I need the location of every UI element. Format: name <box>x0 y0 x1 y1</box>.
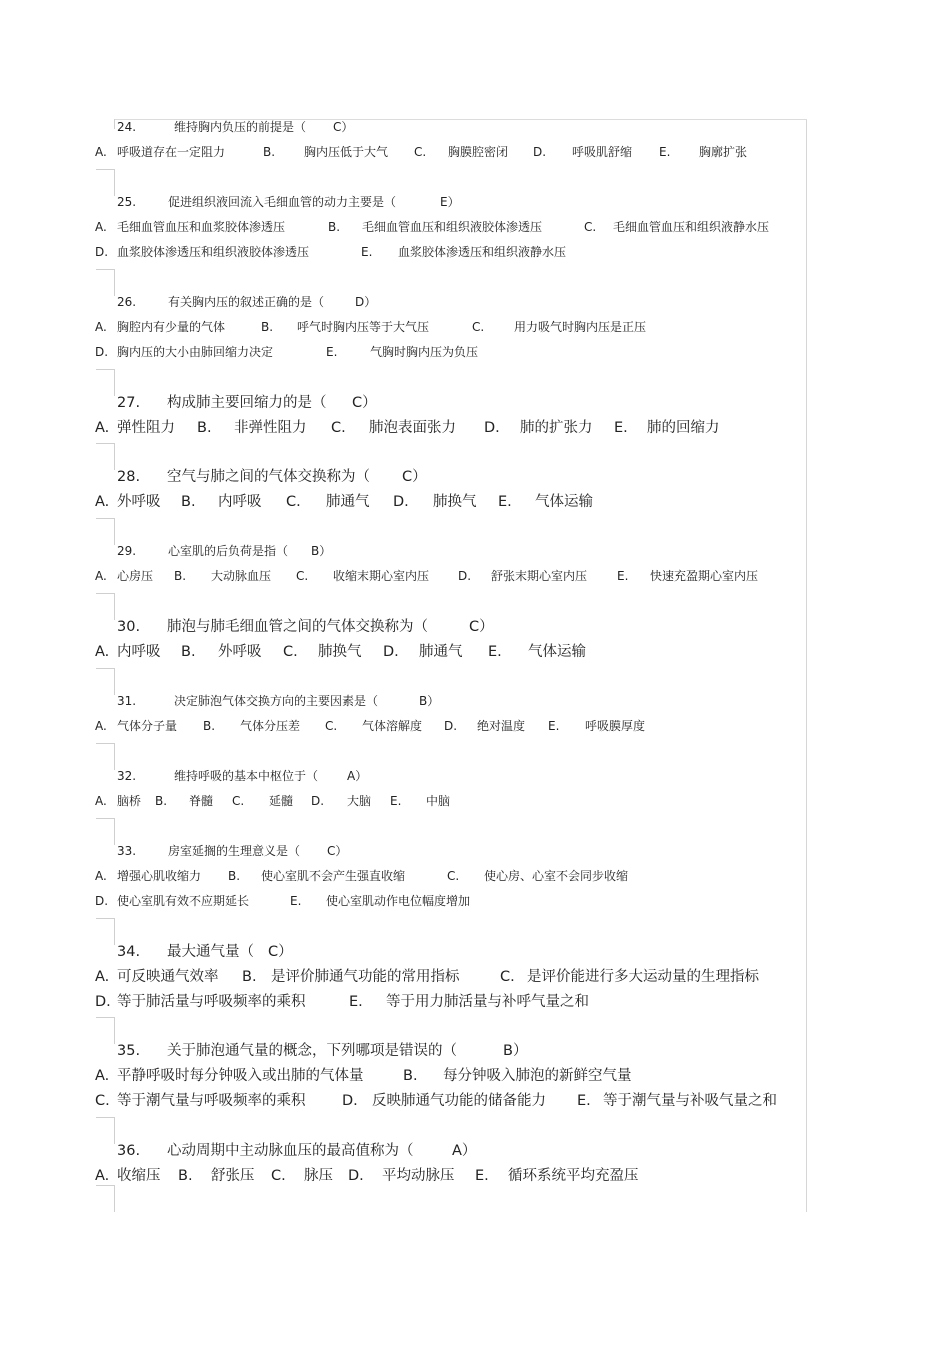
answer-key: E） <box>440 195 460 209</box>
question-number: 34. <box>117 944 141 960</box>
option-text: 是评价肺通气功能的常用指标 <box>271 969 460 985</box>
option-text: 呼气时胸内压等于大气压 <box>297 320 430 334</box>
option-letter: A. <box>95 420 110 436</box>
question-bracket <box>96 169 115 196</box>
option-text: 等于潮气量与呼吸频率的乘积 <box>117 1093 306 1109</box>
option-letter: B. <box>181 494 196 510</box>
option-letter: B. <box>155 794 168 808</box>
option-text: 气胸时胸内压为负压 <box>370 345 479 359</box>
question-number: 32. <box>117 769 137 783</box>
option-text: 脑桥 <box>117 794 142 808</box>
answer-key: B） <box>419 694 440 708</box>
question-number: 27. <box>117 395 141 411</box>
option-letter: D. <box>342 1093 358 1109</box>
question-number: 28. <box>117 469 141 485</box>
answer-key: B） <box>311 544 332 558</box>
option-letter: B. <box>228 869 241 883</box>
option-text: 收缩末期心室内压 <box>333 569 430 583</box>
option-text: 使心室肌有效不应期延长 <box>117 894 250 908</box>
option-letter: E. <box>326 345 338 359</box>
option-letter: D. <box>311 794 325 808</box>
option-letter: A. <box>95 1168 110 1184</box>
option-text: 胸腔内有少量的气体 <box>117 320 226 334</box>
option-letter: D. <box>95 345 109 359</box>
option-letter: C. <box>271 1168 286 1184</box>
option-letter: A. <box>95 569 107 583</box>
question-bracket <box>96 743 115 770</box>
option-text: 毛细血管血压和血浆胶体渗透压 <box>117 220 286 234</box>
option-text: 外呼吸 <box>218 644 262 660</box>
option-text: 心房压 <box>117 569 154 583</box>
option-letter: D. <box>95 245 109 259</box>
question-number: 33. <box>117 844 137 858</box>
option-text: 肺的回缩力 <box>647 420 720 436</box>
question-stem: 空气与肺之间的气体交换称为（ <box>167 469 370 485</box>
option-letter: E. <box>349 994 363 1010</box>
question-number: 25. <box>117 195 137 209</box>
option-letter: B. <box>263 145 276 159</box>
question-bracket <box>96 668 115 695</box>
answer-key: C） <box>333 120 354 134</box>
option-text: 毛细血管血压和组织液静水压 <box>613 220 770 234</box>
option-letter: C. <box>414 145 427 159</box>
option-letter: A. <box>95 794 107 808</box>
option-letter: D. <box>533 145 547 159</box>
option-text: 使心室肌不会产生强直收缩 <box>261 869 406 883</box>
option-letter: C. <box>584 220 597 234</box>
question-bracket <box>96 269 115 296</box>
question-stem: 决定肺泡气体交换方向的主要因素是（ <box>174 694 379 708</box>
option-letter: D. <box>95 994 111 1010</box>
option-text: 等于潮气量与补吸气量之和 <box>603 1093 777 1109</box>
option-letter: B. <box>403 1068 418 1084</box>
option-text: 非弹性阻力 <box>234 420 307 436</box>
option-letter: E. <box>390 794 402 808</box>
option-letter: C. <box>296 569 309 583</box>
option-letter: B. <box>242 969 257 985</box>
frame-right-border <box>806 120 807 1212</box>
option-letter: E. <box>577 1093 591 1109</box>
option-letter: C. <box>325 719 338 733</box>
option-letter: B. <box>174 569 187 583</box>
option-text: 肺换气 <box>318 644 362 660</box>
option-letter: A. <box>95 644 110 660</box>
option-text: 快速充盈期心室内压 <box>650 569 759 583</box>
question-bracket <box>96 918 115 945</box>
option-letter: A. <box>95 320 107 334</box>
option-text: 肺通气 <box>326 494 370 510</box>
option-letter: A. <box>95 719 107 733</box>
option-text: 绝对温度 <box>477 719 526 733</box>
question-bracket <box>96 518 115 545</box>
option-text: 胸内压低于大气 <box>304 145 389 159</box>
option-text: 大动脉血压 <box>211 569 272 583</box>
question-number: 26. <box>117 295 137 309</box>
option-text: 大脑 <box>347 794 372 808</box>
option-text: 延髓 <box>269 794 294 808</box>
option-text: 呼吸肌舒缩 <box>572 145 633 159</box>
option-letter: C. <box>232 794 245 808</box>
option-text: 气体分压差 <box>240 719 301 733</box>
answer-key: D） <box>355 295 377 309</box>
answer-key: C） <box>268 944 293 960</box>
option-text: 呼吸膜厚度 <box>585 719 646 733</box>
option-text: 弹性阻力 <box>117 420 175 436</box>
option-text: 内呼吸 <box>117 644 161 660</box>
option-letter: B. <box>181 644 196 660</box>
option-text: 脊髓 <box>189 794 214 808</box>
option-text: 胸膜腔密闭 <box>448 145 509 159</box>
option-letter: B. <box>203 719 216 733</box>
option-text: 中脑 <box>426 794 451 808</box>
option-text: 使心房、心室不会同步收缩 <box>484 869 629 883</box>
question-stem: 关于肺泡通气量的概念，下列哪项是错误的（ <box>167 1043 457 1059</box>
option-text: 平均动脉压 <box>382 1168 455 1184</box>
answer-key: C） <box>469 619 494 635</box>
option-text: 使心室肌动作电位幅度增加 <box>326 894 471 908</box>
option-letter: C. <box>500 969 515 985</box>
option-text: 收缩压 <box>117 1168 161 1184</box>
question-stem: 构成肺主要回缩力的是（ <box>167 395 327 411</box>
question-stem: 心动周期中主动脉血压的最高值称为（ <box>167 1143 414 1159</box>
option-text: 平静呼吸时每分钟吸入或出肺的气体量 <box>117 1068 364 1084</box>
option-letter: D. <box>383 644 399 660</box>
option-text: 反映肺通气功能的储备能力 <box>372 1093 546 1109</box>
option-text: 肺通气 <box>419 644 463 660</box>
answer-key: C） <box>402 469 427 485</box>
answer-key: A） <box>347 769 368 783</box>
option-text: 肺换气 <box>433 494 477 510</box>
question-stem: 有关胸内压的叙述正确的是（ <box>168 295 325 309</box>
option-letter: B. <box>261 320 274 334</box>
question-number: 35. <box>117 1043 141 1059</box>
question-number: 36. <box>117 1143 141 1159</box>
question-number: 29. <box>117 544 137 558</box>
option-letter: E. <box>290 894 302 908</box>
option-letter: E. <box>361 245 373 259</box>
option-text: 等于用力肺活量与补呼气量之和 <box>386 994 589 1010</box>
question-bracket <box>96 119 115 129</box>
option-letter: C. <box>95 1093 110 1109</box>
option-text: 胸廓扩张 <box>699 145 748 159</box>
option-text: 气体运输 <box>528 644 586 660</box>
option-letter: D. <box>393 494 409 510</box>
question-number: 31. <box>117 694 137 708</box>
option-letter: D. <box>95 894 109 908</box>
option-letter: E. <box>548 719 560 733</box>
option-text: 肺泡表面张力 <box>369 420 456 436</box>
question-bracket <box>96 1185 115 1212</box>
option-text: 血浆胶体渗透压和组织液胶体渗透压 <box>117 245 310 259</box>
question-bracket <box>96 1117 115 1144</box>
option-letter: E. <box>498 494 512 510</box>
option-letter: C. <box>283 644 298 660</box>
option-text: 气体分子量 <box>117 719 178 733</box>
question-stem: 促进组织液回流入毛细血管的动力主要是（ <box>168 195 397 209</box>
option-text: 可反映通气效率 <box>117 969 219 985</box>
question-bracket <box>96 369 115 396</box>
question-stem: 维持呼吸的基本中枢位于（ <box>174 769 319 783</box>
question-stem: 房室延搁的生理意义是（ <box>168 844 301 858</box>
question-bracket <box>96 1017 115 1044</box>
option-letter: C. <box>472 320 485 334</box>
option-letter: D. <box>458 569 472 583</box>
question-stem: 最大通气量（ <box>167 944 254 960</box>
answer-key: C） <box>327 844 348 858</box>
option-letter: E. <box>617 569 629 583</box>
question-number: 24. <box>117 120 137 134</box>
option-text: 增强心肌收缩力 <box>117 869 202 883</box>
answer-key: B） <box>503 1043 528 1059</box>
question-bracket <box>96 443 115 470</box>
option-text: 胸内压的大小由肺回缩力决定 <box>117 345 274 359</box>
option-letter: E. <box>614 420 628 436</box>
option-text: 脉压 <box>304 1168 333 1184</box>
question-number: 30. <box>117 619 141 635</box>
option-letter: D. <box>348 1168 364 1184</box>
option-text: 内呼吸 <box>218 494 262 510</box>
option-letter: B. <box>328 220 341 234</box>
option-text: 气体溶解度 <box>362 719 423 733</box>
question-bracket <box>96 818 115 845</box>
question-stem: 维持胸内负压的前提是（ <box>174 120 307 134</box>
option-letter: D. <box>484 420 500 436</box>
question-stem: 肺泡与肺毛细血管之间的气体交换称为（ <box>167 619 428 635</box>
option-text: 肺的扩张力 <box>520 420 593 436</box>
option-text: 舒张压 <box>211 1168 255 1184</box>
option-letter: B. <box>197 420 212 436</box>
option-text: 等于肺活量与呼吸频率的乘积 <box>117 994 306 1010</box>
question-bracket <box>96 593 115 620</box>
option-letter: A. <box>95 494 110 510</box>
option-letter: D. <box>444 719 458 733</box>
answer-key: C） <box>352 395 377 411</box>
option-letter: C. <box>331 420 346 436</box>
option-text: 外呼吸 <box>117 494 161 510</box>
answer-key: A） <box>452 1143 477 1159</box>
option-letter: C. <box>447 869 460 883</box>
option-text: 血浆胶体渗透压和组织液静水压 <box>398 245 567 259</box>
option-letter: A. <box>95 869 107 883</box>
option-letter: A. <box>95 1068 110 1084</box>
option-letter: A. <box>95 220 107 234</box>
option-text: 毛细血管血压和组织液胶体渗透压 <box>362 220 543 234</box>
option-letter: E. <box>488 644 502 660</box>
option-text: 呼吸道存在一定阻力 <box>117 145 226 159</box>
option-letter: A. <box>95 145 107 159</box>
option-text: 每分钟吸入肺泡的新鲜空气量 <box>443 1068 632 1084</box>
option-text: 是评价能进行多大运动量的生理指标 <box>527 969 759 985</box>
option-text: 循环系统平均充盈压 <box>508 1168 639 1184</box>
option-letter: C. <box>286 494 301 510</box>
question-stem: 心室肌的后负荷是指（ <box>168 544 289 558</box>
option-text: 舒张末期心室内压 <box>491 569 588 583</box>
option-letter: E. <box>659 145 671 159</box>
option-letter: B. <box>178 1168 193 1184</box>
option-letter: E. <box>475 1168 489 1184</box>
option-text: 气体运输 <box>535 494 593 510</box>
option-text: 用力吸气时胸内压是正压 <box>514 320 647 334</box>
option-letter: A. <box>95 969 110 985</box>
